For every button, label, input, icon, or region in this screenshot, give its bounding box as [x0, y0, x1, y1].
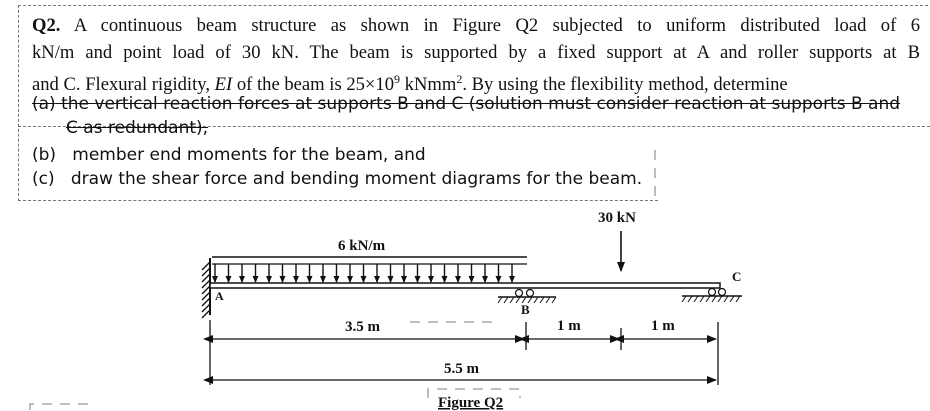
udl-arrowhead [239, 276, 245, 283]
fixed-support-a [202, 258, 210, 318]
udl-arrowhead [388, 276, 394, 283]
udl-arrowhead [361, 276, 367, 283]
udl-arrowhead [320, 276, 326, 283]
figure-caption: Figure Q2 [438, 395, 504, 411]
flexural-rigidity-symbol: EI [214, 74, 233, 96]
roller-support-c [682, 289, 742, 303]
beam [210, 283, 720, 288]
exponent-9: 9 [394, 72, 401, 86]
point-load-label: 30 kN [598, 210, 636, 226]
udl-arrowhead [509, 276, 515, 283]
udl-arrowhead [442, 276, 448, 283]
part-a-text-continued: C as redundant), [66, 118, 209, 138]
dim-ab-label: 3.5 m [345, 319, 380, 335]
exponent-2: 2 [456, 72, 463, 86]
roller-support-b [498, 290, 556, 304]
part-a-label: (a) [32, 94, 56, 114]
udl-arrowhead [496, 276, 502, 283]
question-text-3d: . By using the flexibility method, determine [462, 74, 788, 96]
udl-arrowhead [482, 276, 488, 283]
udl-arrowhead [428, 276, 434, 283]
udl-arrowhead [253, 276, 259, 283]
question-number: Q2. [32, 15, 61, 36]
udl-arrowhead [334, 276, 340, 283]
question-text-3c: kNmm [400, 74, 457, 96]
udl-arrowhead [212, 276, 218, 283]
dashed-marks [30, 150, 655, 410]
udl-arrowhead [280, 276, 286, 283]
udl-label: 6 kN/m [338, 238, 386, 254]
udl-arrowhead [415, 276, 421, 283]
udl-arrowhead [307, 276, 313, 283]
udl-arrowhead [401, 276, 407, 283]
distributed-load [212, 257, 527, 283]
part-c-label: (c) [32, 169, 55, 189]
dim-load-c-label: 1 m [651, 318, 675, 334]
part-b-label: (b) [32, 145, 57, 165]
udl-arrowhead [469, 276, 475, 283]
part-c-text: draw the shear force and bending moment diagrams for the beam. [70, 169, 643, 189]
question-text-3a: and C. Flexural rigidity, [32, 74, 215, 96]
question-text-1: A continuous beam structure as shown in Figure Q2 subjected to uniform distributed load of 6 [73, 15, 920, 36]
udl-arrowhead [266, 276, 272, 283]
part-a-text: the vertical reaction forces at supports B and C (solution must consider reaction at supports B and [55, 94, 901, 114]
dim-b-load-label: 1 m [557, 318, 581, 334]
support-a-label: A [215, 289, 224, 303]
support-c-label: C [732, 269, 742, 284]
question-text-2: kN/m and point load of 30 kN. The beam is supported by a fixed support at A and roller supports at B [32, 42, 920, 63]
udl-arrowhead [347, 276, 353, 283]
udl-arrowhead [455, 276, 461, 283]
udl-arrowhead [374, 276, 380, 283]
part-b-text: member end moments for the beam, and [72, 145, 426, 165]
udl-arrowhead [293, 276, 299, 283]
support-b-label: B [521, 302, 530, 317]
question-text-3b: of the beam is 25×10 [232, 74, 395, 96]
dim-total-label: 5.5 m [444, 361, 479, 377]
udl-arrowhead [226, 276, 232, 283]
